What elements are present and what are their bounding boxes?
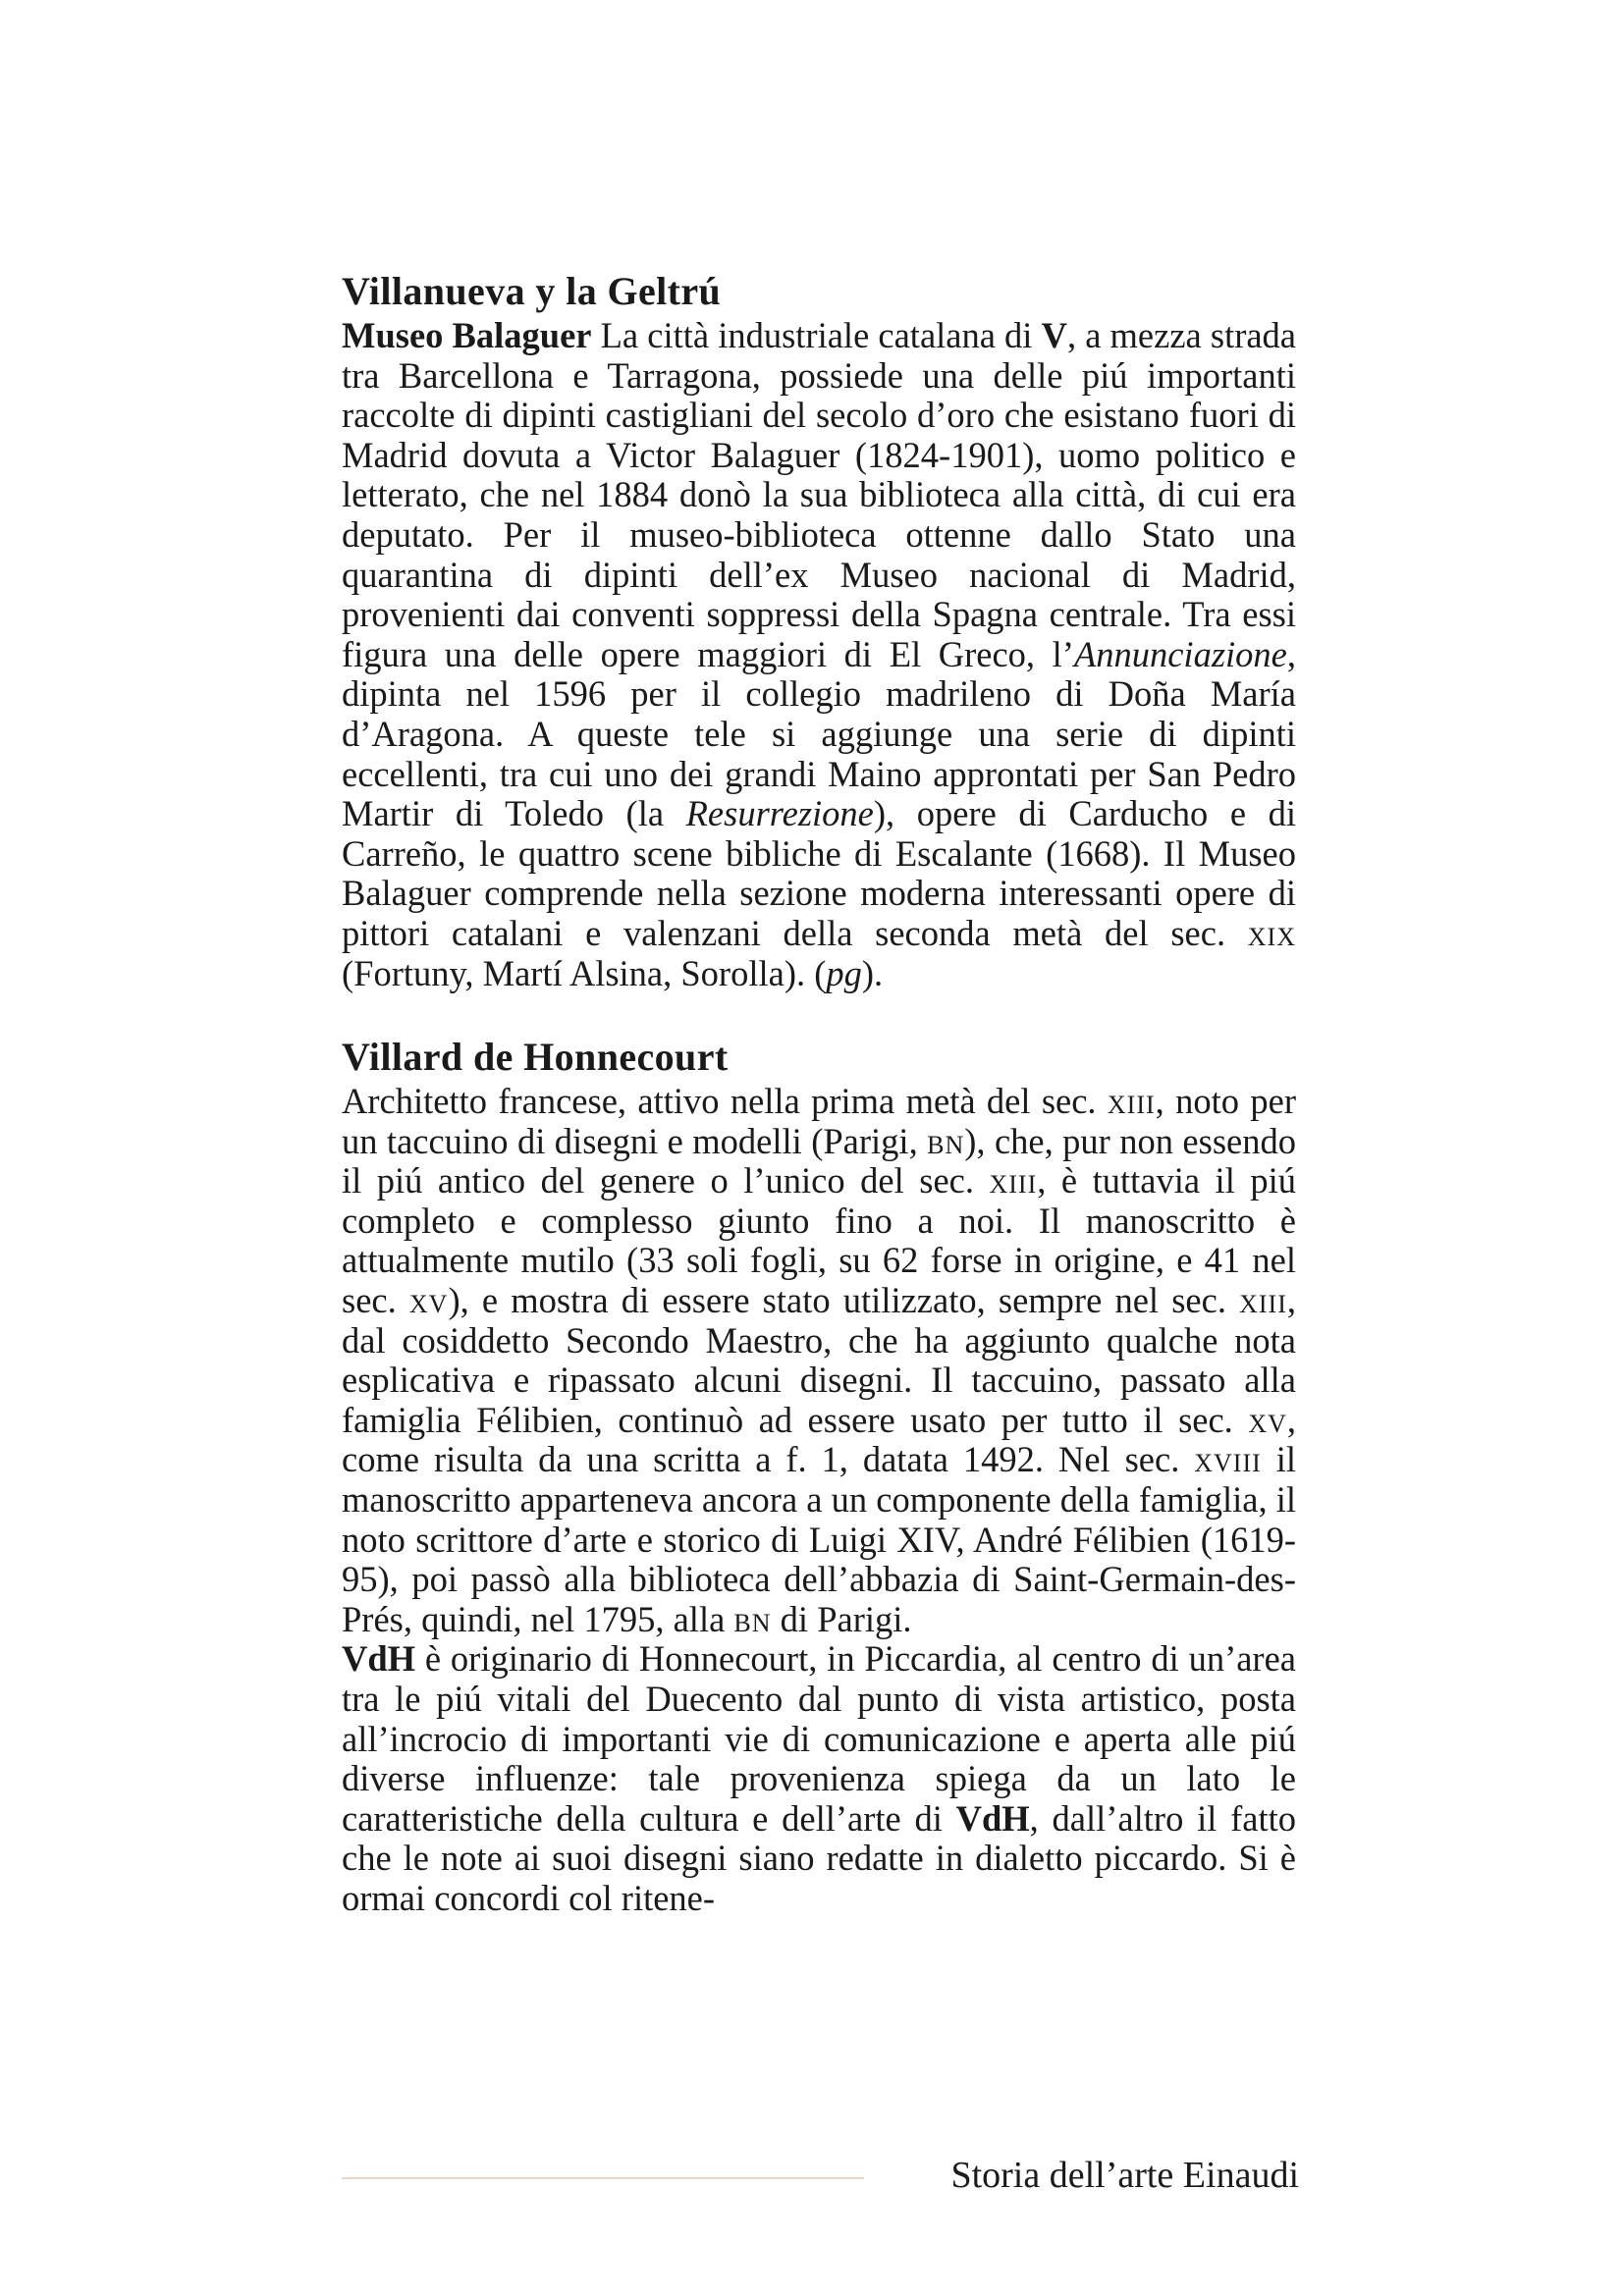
- text-run: xiii: [989, 1160, 1038, 1201]
- entry-0-paragraph-0: [342, 316, 1296, 993]
- footer-rule: [342, 2177, 864, 2179]
- text-run: ), che, pur non essendo il piú antico del genere o l’unico del sec.: [342, 1120, 1296, 1201]
- text-run: xviii: [1194, 1439, 1262, 1480]
- text-run: , dall’altro il fatto che le note ai suoi disegni siano redatte in dialetto piccardo. Si è ormai concordi col ritene-: [342, 1797, 1296, 1918]
- text-run: bn: [733, 1598, 772, 1639]
- text-run: , dipinta nel 1596 per il collegio madrileno di Doña María d’Aragona. A queste tele si aggiunge una serie di dipinti eccellenti, tra cui uno dei grandi Maino approntati per San Pedro Martir di Toledo (la: [342, 633, 1296, 834]
- text-run: bn: [927, 1120, 965, 1161]
- text-run: Annunciazione: [1073, 633, 1287, 674]
- text-run: V: [1041, 315, 1067, 355]
- text-run: ).: [861, 952, 884, 993]
- text-run: xix: [1247, 912, 1296, 953]
- text-run: di Parigi.: [771, 1598, 912, 1639]
- text-run: , a mezza strada tra Barcellona e Tarragona, possiede una delle piú importanti raccolte di dipinti castigliani del secolo d’oro che esistano fuori di Madrid dovuta a Victor Balaguer (1824-1901), uomo politico e letterato, che nel 1884 donò la sua biblioteca alla città, di cui era deputato. Per il museo-biblioteca ottenne dallo Stato una quarantina di dipinti dell’ex Museo nacional di Madrid, provenienti dai conventi soppressi della Spagna centrale. Tra essi figura una delle opere maggiori di El Greco, l’: [342, 315, 1297, 674]
- entry-1-paragraph-0: [342, 1082, 1296, 1639]
- text-run: , dal cosiddetto Secondo Maestro, che ha aggiunto qualche nota esplicativa e ripassato alcuni disegni. Il taccuino, passato alla famiglia Félibien, continuò ad essere usato per tutto il sec.: [342, 1280, 1297, 1440]
- text-run: (Fortuny, Martí Alsina, Sorolla). (: [342, 952, 827, 993]
- entry-1-paragraph-1: [342, 1639, 1296, 1918]
- text-run: ), e mostra di essere stato utilizzato, sempre nel sec.: [448, 1280, 1240, 1321]
- text-run: VdH: [342, 1638, 416, 1680]
- text-run: il manoscritto apparteneva ancora a un componente della famiglia, il noto scrittore d’arte e storico di Luigi XIV, André Félibien (1619-95), poi passò alla biblioteca dell’abbazia di Saint-Germain-des-Prés, quindi, nel 1795, alla: [342, 1439, 1296, 1639]
- paragraph-lead: Museo Balaguer: [342, 315, 592, 355]
- text-run: xiii: [1239, 1280, 1287, 1321]
- text-run: La città industriale catalana di: [591, 315, 1042, 355]
- text-run: è originario di Honnecourt, in Piccardia, al centro di un’area tra le piú vitali del Duecento dal punto di vista artistico, posta all’incrocio di importanti vie di comunicazione e aperta alle piú diverse influenze: tale provenienza spiega da un lato le caratteristiche della cultura e dell’arte di: [342, 1638, 1296, 1839]
- text-run: xiii: [1107, 1081, 1156, 1122]
- text-run: Architetto francese, attivo nella prima metà del sec.: [342, 1081, 1108, 1122]
- entry-body-villard: [342, 1082, 1296, 1918]
- page-content: [342, 267, 1296, 1919]
- text-run: xv: [1248, 1399, 1287, 1440]
- text-run: VdH: [955, 1797, 1030, 1839]
- text-run: , noto per un taccuino di disegni e modelli (Parigi,: [342, 1081, 1296, 1161]
- text-run: pg: [826, 952, 862, 993]
- text-run: Resurrezione: [685, 793, 874, 834]
- text-run: ), opere di Carducho e di Carreño, le quattro scene bibliche di Escalante (1668). Il Museo Balaguer comprende nella sezione moderna interessanti opere di pittori catalani e valenzani della seconda metà del sec.: [342, 793, 1296, 953]
- entry-body-villanueva: [342, 316, 1296, 993]
- text-run: , è tuttavia il piú completo e complesso giunto fino a noi. Il manoscritto è attualmente mutilo (33 soli fogli, su 62 forse in origine, e 41 nel sec.: [342, 1160, 1296, 1321]
- text-run: , come risulta da una scritta a f. 1, datata 1492. Nel sec.: [342, 1399, 1296, 1480]
- footer-publisher: Storia dell’arte Einaudi: [950, 2155, 1299, 2196]
- entry-title-villanueva: Villanueva y la Geltrú: [342, 269, 722, 313]
- entry-title-villard: Villard de Honnecourt: [342, 1035, 729, 1080]
- text-run: xv: [408, 1280, 449, 1321]
